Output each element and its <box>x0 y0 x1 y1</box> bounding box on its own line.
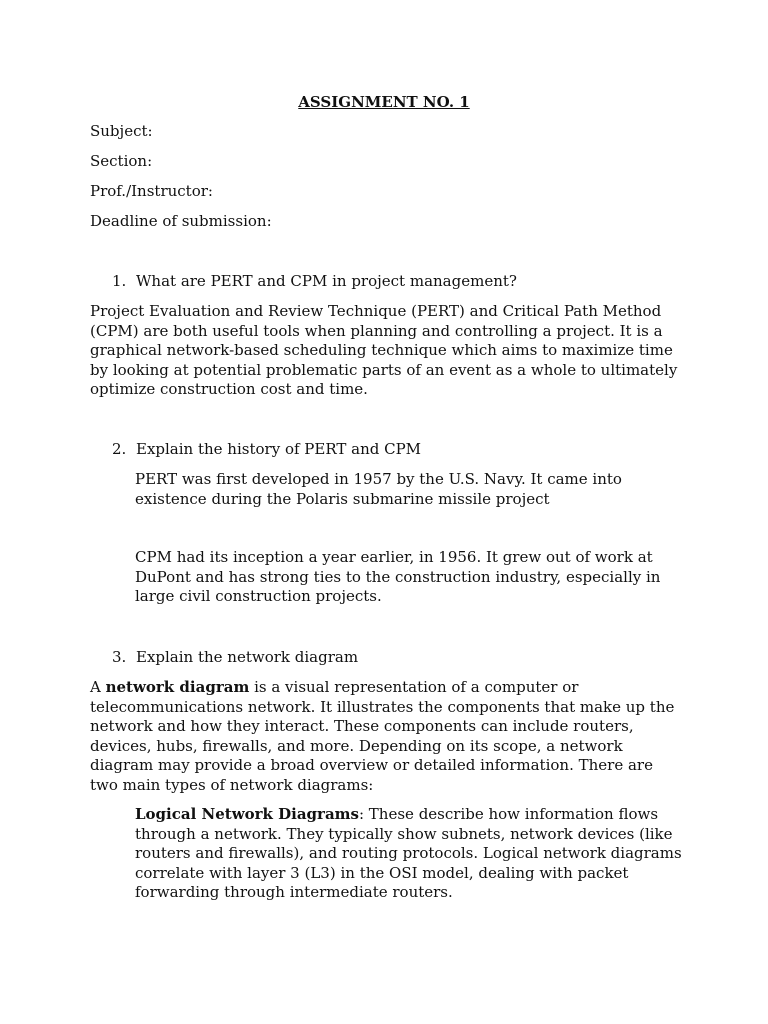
question-text: Explain the history of PERT and CPM <box>136 440 422 458</box>
logical-network-diagrams-paragraph <box>135 805 683 903</box>
subject-field-label: Subject: <box>90 122 153 140</box>
instructor-field-label: Prof./Instructor: <box>90 182 213 200</box>
network-diagram-term: network diagram <box>105 678 250 696</box>
answer-2-pert-paragraph: PERT was first developed in 1957 by the U.S. Navy. It came into existence during the Polaris submarine missile project <box>135 470 622 508</box>
answer-3-lead: A <box>90 678 106 696</box>
logical-network-diagrams-body: : These describe how information flows through a network. They typically show subnets, network devices (like routers and firewalls), and routing protocols. Logical network diagrams correlate with layer 3 (L3) in the OSI model, dealing with packet forwarding through intermediate routers. <box>135 805 682 901</box>
answer-3-paragraph <box>90 678 682 795</box>
answer-3-body: is a visual representation of a computer or telecommunications network. It illustrates the components that make up the network and how they interact. These components can include routers, devices, hubs, firewalls, and more. Depending on its scope, a network diagram may provide a broad overview or detailed information. There are two main types of network diagrams: <box>90 678 675 794</box>
question-text: Explain the network diagram <box>136 648 359 666</box>
assignment-title: ASSIGNMENT NO. 1 <box>298 93 470 111</box>
question-text: What are PERT and CPM in project management? <box>136 272 517 290</box>
logical-network-diagrams-term: Logical Network Diagrams <box>135 805 359 823</box>
question-number: 2. <box>112 440 127 458</box>
question-number: 1. <box>112 272 127 290</box>
question-number: 3. <box>112 648 127 666</box>
answer-1-paragraph: Project Evaluation and Review Technique (PERT) and Critical Path Method (CPM) are both useful tools when planning and controlling a project. It is a graphical network-based scheduling technique which aims to maximize time by looking at potential problematic parts of an event as a whole to ultimately optimize construction cost and time. <box>90 302 678 398</box>
deadline-field-label: Deadline of submission: <box>90 212 272 230</box>
answer-2-cpm-paragraph: CPM had its inception a year earlier, in 1956. It grew out of work at DuPont and has strong ties to the construction industry, especially in large civil construction projects. <box>135 548 661 605</box>
section-field-label: Section: <box>90 152 153 170</box>
